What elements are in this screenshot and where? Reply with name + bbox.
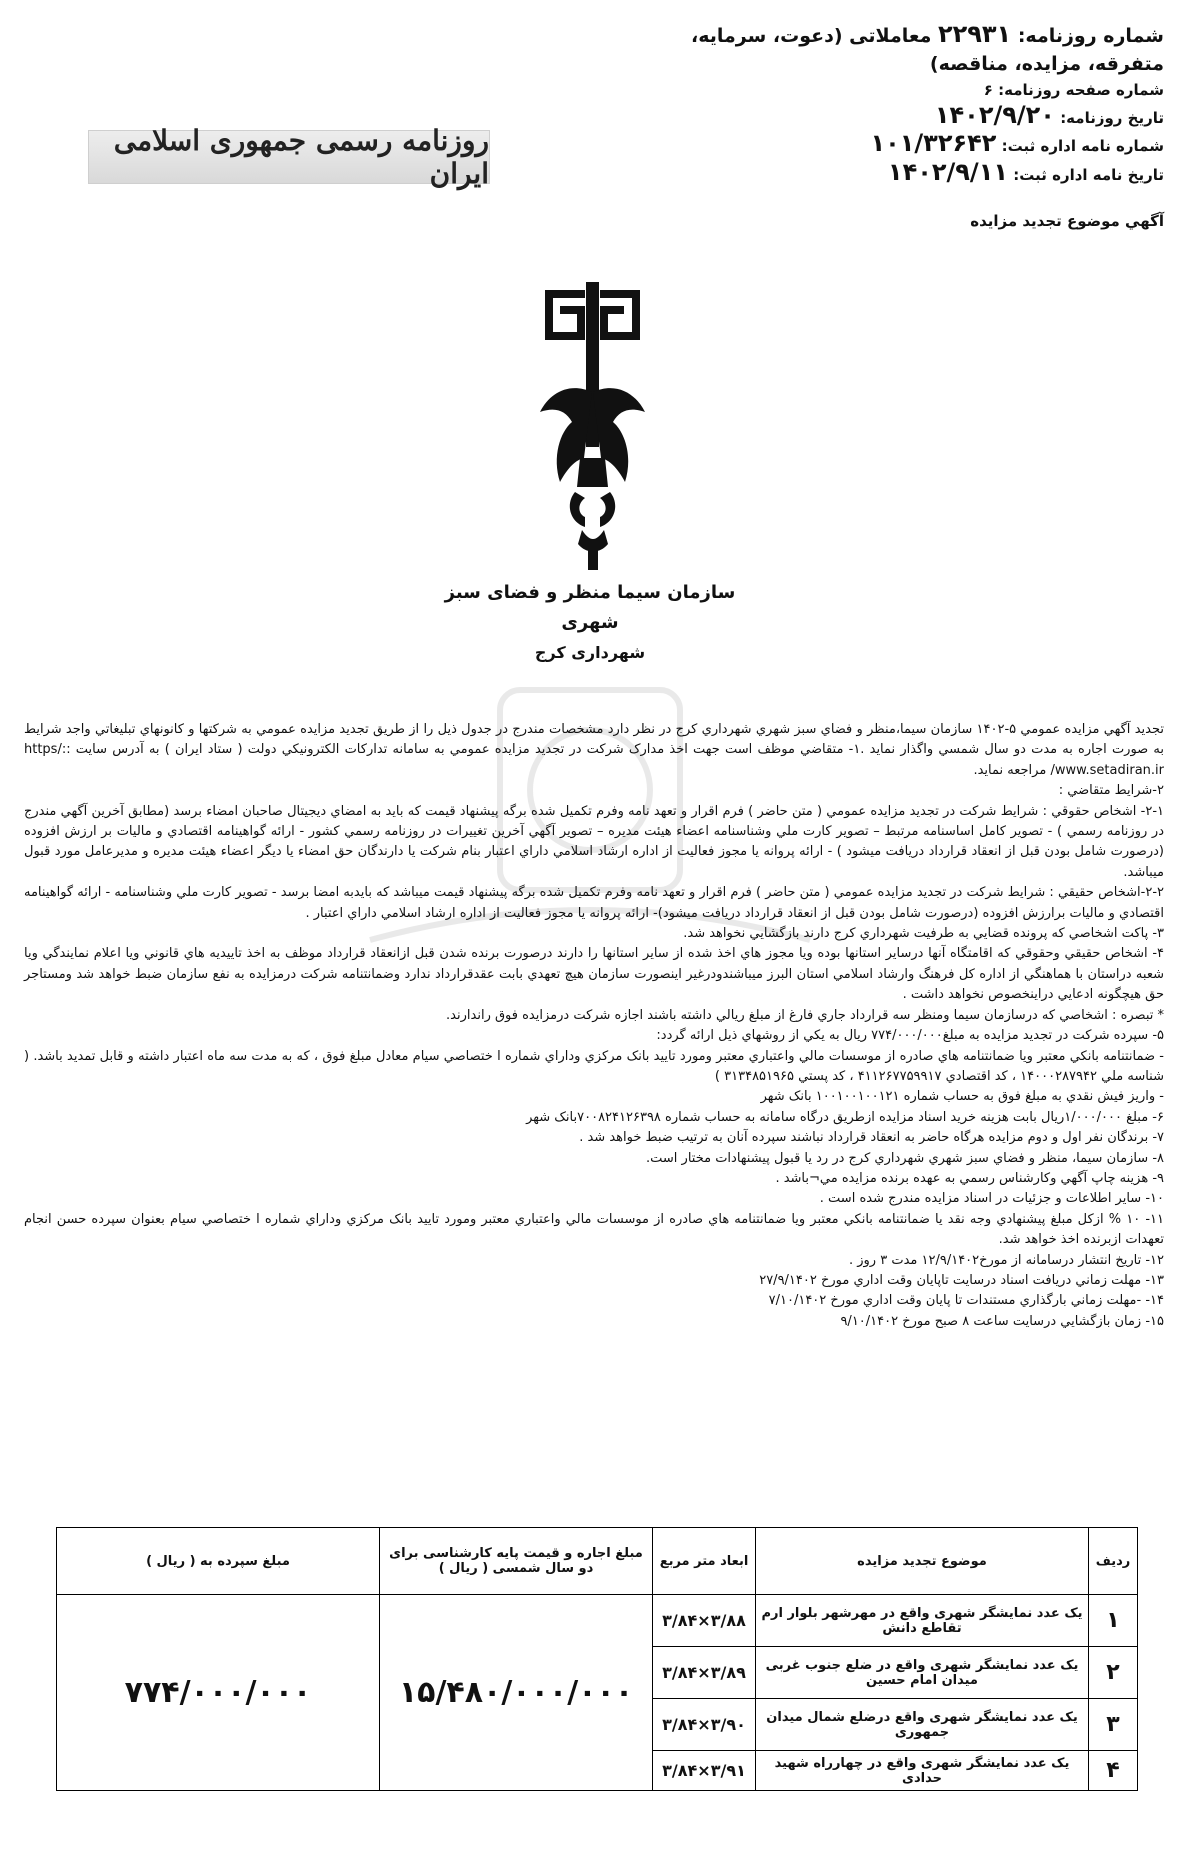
condition-item: - واریز فیش نقدي به مبلغ فوق به حساب شماره ۱۰۰۱۰۰۱۰۰۱۲۱ بانک شهر [760, 1089, 1164, 1105]
newspaper-date-line [664, 102, 1164, 131]
row-dimensions: ۳/۸۴×۳/۹۱ [653, 1751, 756, 1791]
header-base-price: مبلغ اجاره و قیمت پایه کارشناسی برای دو سال شمسی ( ریال ) [380, 1528, 653, 1595]
row-dimensions: ۳/۸۴×۳/۸۹ [653, 1647, 756, 1699]
letter-number-label: شماره نامه اداره ثبت: [1001, 137, 1164, 155]
row-subject: یک عدد نمایشگر شهری واقع در چهارراه شهید حدادی [756, 1751, 1089, 1791]
row-dimensions: ۳/۸۴×۳/۹۰ [653, 1699, 756, 1751]
table-header-row [57, 1528, 1138, 1595]
announcement-body [24, 720, 1164, 1332]
condition-item: ۷- برندگان نفر اول و دوم مزایده هرگاه حاضر به انعقاد قرارداد نباشند سپرده آنان به ترتیب ضبط خواهد شد . [579, 1130, 1164, 1146]
newspaper-date-label: تاریخ روزنامه: [1060, 109, 1164, 127]
organization-emblem-icon [530, 282, 655, 572]
letter-number-line [804, 130, 1164, 159]
conditions-title: ۲-شرایط متقاضي : [1058, 783, 1164, 799]
row-subject: یک عدد نمایشگر شهری واقع درضلع شمال میدان جمهوری [756, 1699, 1089, 1751]
row-dimensions: ۳/۸۴×۳/۸۸ [653, 1595, 756, 1647]
official-newspaper-logo: روزنامه رسمی جمهوری اسلامی ایران [88, 130, 490, 184]
letter-date-line [804, 159, 1164, 188]
condition-item: * تبصره : اشخاصي که درسازمان سیما ومنظر سه قرارداد جاري فارغ از مبلغ ریالي داشته باشند اجازه شرکت درمزایده فوق راندارند. [446, 1007, 1164, 1023]
condition-item: ۴- اشخاص حقیقي وحقوقي که اقامتگاه آنها درسایر استانها بوده ویا مجوز هاي اخذ شده از سایر استانها را دارند درصورت برنده شدن قبل ازانعقاد قرارداد موظف به اخذ تاییدیه هاي قانوني ویا اعلام نمایندگي ویا شعبه دراستان با هماهنگي از اداره کل فرهنگ وارشاد اسلامي استان البرز میباشندودرغیر اینصورت سازمان هیچ تعهدي بابت عقدقرارداد ندارد وضمانتنامه شرکت درمزایده به نفع سازمان ضبط خواهد شد ومستاجر حق هیچگونه ادعایي دراینخصوص نخواهد داشت . [24, 946, 1164, 1003]
row-subject: یک عدد نمایشگر شهری واقع در مهرشهر بلوار ارم تقاطع دانش [756, 1595, 1089, 1647]
page-number-line [664, 78, 1164, 102]
header-deposit: مبلغ سپرده به ( ریال ) [57, 1528, 380, 1595]
condition-item: ۵- سپرده شرکت در تجدید مزایده به مبلغ۷۷۴/۰۰۰/۰۰۰ ریال به یکي از روشهاي ذیل ارائه گردد: [656, 1028, 1164, 1044]
row-number: ۱ [1089, 1595, 1138, 1647]
condition-item: ۳- پاکت اشخاصي که پرونده قضایي به طرفیت شهرداري کرج دارند بازگشایي نخواهد شد. [683, 926, 1164, 942]
registration-info [804, 130, 1164, 188]
condition-item: - ضمانتنامه بانکي معتبر ویا ضمانتنامه هاي صادره از موسسات مالي واعتباري معتبر ومورد تایید بانک مرکزي وداراي شماره ا ختصاصي سیام معادل مبلغ فوق ، که به مدت سه ماه اعتبار داشته و قابل تمدید باشد. ( شناسه ملي ۱۴۰۰۰۲۸۷۹۴۲ ، کد اقتصادي ۴۱۱۲۶۷۷۵۹۹۱۷ ، کد پستي ۳۱۳۴۸۵۱۹۶۵ ) [24, 1048, 1164, 1084]
condition-item: ۲-۲-اشخاص حقیقي : شرایط شرکت در تجدید مزایده عمومي ( متن حاضر ) فرم اقرار و تعهد نامه وفرم تکمیل شده برگه پیشنهاد قیمت میباشد که بایدبه امضا برسد - تصویر کارت ملي وشناسنامه - ارائه گواهینامه اقتصادي و مالیات برارزش افزوده (درصورت شامل بودن قبل از انعقاد قرارداد دریافت میشود)- ارائه پروانه یا مجوز فعالیت از اداره ارشاد اسلامي داراي اعتبار . [24, 885, 1164, 921]
auction-items-table [56, 1527, 1138, 1791]
page-number-label: شماره صفحه روزنامه: [998, 81, 1164, 99]
base-price-value: ۱۵/۴۸۰/۰۰۰/۰۰۰ [380, 1595, 653, 1791]
newspaper-date: ۱۴۰۲/۹/۲۰ [934, 101, 1055, 129]
row-number: ۴ [1089, 1751, 1138, 1791]
deposit-value: ۷۷۴/۰۰۰/۰۰۰ [57, 1595, 380, 1791]
page-number: ۶ [983, 81, 993, 99]
condition-item: ۱۵- زمان بازگشایي درسایت ساعت ۸ صبح مورخ ۹/۱۰/۱۴۰۲ [840, 1313, 1164, 1329]
condition-item: ۹- هزینه چاپ آگهي وکارشناس رسمي به عهده برنده مزایده مي¬باشد . [775, 1170, 1164, 1186]
intro-paragraph: تجدید آگهي مزایده عمومي ۵-۱۴۰۲ سازمان سیما،منظر و فضاي سبز شهري شهرداري کرج در نظر دارد مشخصات مندرج در جدول ذیل را از طریق تجدید مزایده عمومي به شرکتها و کانونهاي تبلیغاتي واجد شرایط به صورت اجاره به مدت دو سال شمسي واگذار نماید .۱- متقاضي موظف است جهت اخذ مدارک شرکت در تجدید مزایده عمومي به سامانه تدارکات الکترونیکي دولت ( ستاد ایران ) به آدرس سایت ::https/ /www.setadiran.ir مراجعه نماید. [24, 722, 1164, 778]
newspaper-number-line [664, 20, 1164, 78]
condition-item: ۱۳- مهلت زماني دریافت اسناد درسایت تاپایان وقت اداري مورخ ۲۷/۹/۱۴۰۲ [759, 1272, 1164, 1288]
newspaper-section: معاملاتی (دعوت، سرمایه، متفرقه، مزایده، مناقصه) [691, 25, 1164, 75]
condition-item: ۶- مبلغ ۱/۰۰۰/۰۰۰ریال بابت هزینه خرید اسناد مزایده ازطریق درگاه سامانه به حساب شماره ۷۰۰۸۲۴۱۲۶۳۹۸بانک شهر [526, 1109, 1164, 1125]
letter-date: ۱۴۰۲/۹/۱۱ [887, 158, 1008, 186]
announcement-subject: آگهي موضوع تجدید مزایده [970, 212, 1164, 230]
condition-item: ۲-۱- اشخاص حقوقي : شرایط شرکت در تجدید مزایده عمومي ( متن حاضر ) فرم اقرار و تعهد نامه وفرم تکمیل شده برگه پیشنهاد قیمت که باید به امضاي دیجیتال صاحبان امضاء برسد (مطابق آخرین آگهي مندرج در روزنامه رسمي ) - تصویر کامل اساسنامه مرتبط – تصویر کارت ملي وشناسنامه اعضاء هیئت مدیره – تصویر آگهي آخرین تغییرات در روزنامه رسمي کشور - ارائه گواهینامه اقتصادي و مالیات بر ارزش افزوده (درصورت شامل بودن قبل از انعقاد قرارداد دریافت میشود ) - ارائه پروانه یا مجوز فعالیت از اداره ارشاد اسلامي داراي اعتبار بنام شرکت یا دارندگان حق امضاء یا دیگر اعضاء هیئت مدیره و مدیرعامل مورد قبول میباشد. [24, 803, 1164, 880]
newspaper-header [664, 20, 1164, 131]
organization-name: سازمان سیما منظر و فضای سبز شهری [444, 582, 736, 633]
row-number: ۲ [1089, 1647, 1138, 1699]
row-subject: یک عدد نمایشگر شهری واقع در ضلع جنوب غربی میدان امام حسین [756, 1647, 1089, 1699]
condition-item: ۸- سازمان سیما، منظر و فضاي سبز شهري شهرداري کرج در رد یا قبول پیشنهادات مختار است. [646, 1150, 1164, 1166]
municipality-name: شهرداری کرج [534, 643, 646, 662]
letter-date-label: تاریخ نامه اداره ثبت: [1013, 166, 1164, 184]
newspaper-number-label: شماره روزنامه: [1017, 25, 1164, 47]
header-subject: موضوع تجدید مزایده [756, 1528, 1089, 1595]
letter-number: ۱۰۱/۳۲۶۴۲ [870, 129, 997, 157]
condition-item: ۱۱- ۱۰ % ازکل مبلغ پیشنهادي وجه نقد یا ضمانتنامه بانکي معتبر ویا ضمانتنامه هاي صادره از موسسات مالي واعتباري معتبر ومورد تایید بانک مرکزي وداراي شماره ا ختصاصي سیام بعنوان سپرده حسن انجام تعهدات ازبرنده اخذ خواهد شد. [24, 1211, 1164, 1248]
header-row-number: ردیف [1089, 1528, 1138, 1595]
condition-item: ۱۰- سایر اطلاعات و جزئیات در اسناد مزایده مندرج شده است . [819, 1191, 1164, 1207]
condition-item: ۱۴- -مهلت زماني بارگذاري مستندات تا پایان وقت اداري مورخ ۷/۱۰/۱۴۰۲ [768, 1293, 1164, 1309]
table-row [57, 1595, 1138, 1647]
organization-block [440, 578, 740, 668]
header-dimensions: ابعاد متر مربع [653, 1528, 756, 1595]
condition-item: ۱۲- تاریخ انتشار درسامانه از مورخ۱۲/۹/۱۴۰۲ مدت ۳ روز . [848, 1252, 1164, 1268]
newspaper-number: ۲۲۹۳۱ [937, 20, 1012, 48]
row-number: ۳ [1089, 1699, 1138, 1751]
